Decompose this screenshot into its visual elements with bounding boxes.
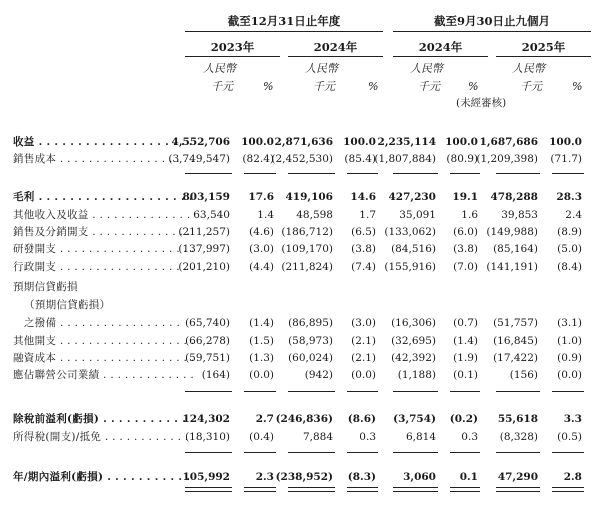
unit-thousand-2024-nine-months: 千元 [418, 80, 440, 93]
rule-above-profit-before-tax-2024-nine-months-amount [393, 391, 438, 392]
cell-2024-nine-months-pct: (7.0) [453, 261, 478, 273]
unit-thousand-2024-annual: 千元 [313, 80, 335, 93]
header-year-2025: 2025年 [521, 40, 566, 54]
rule-above-profit-before-tax-2024-nine-months-pct [450, 391, 480, 392]
cell-2025-pct: (1.0) [557, 335, 582, 347]
cell-2024-nine-months-amount: (16,306) [391, 317, 436, 329]
header-year-2024-nine-months: 2024年 [418, 40, 463, 54]
rule-above-profit-for-period-2025-amount [496, 452, 540, 453]
rule-above-profit-before-tax-2023-amount [185, 391, 232, 392]
cell-2024-nine-months-amount: (42,392) [391, 352, 436, 364]
cell-2025-amount: 1,687,686 [479, 136, 538, 148]
header-year-2023: 2023年 [210, 40, 255, 54]
header-year-2025-rule [496, 56, 591, 57]
rule-above-profit-before-tax-2025-pct [552, 391, 584, 392]
cell-2024-nine-months-amount: 2,235,114 [377, 136, 436, 148]
cell-2023-amount: 105,992 [182, 471, 230, 483]
cell-2025-amount: 39,853 [501, 209, 538, 221]
cell-2025-pct: (8.4) [557, 261, 582, 273]
cell-2025-amount: (8,328) [499, 431, 538, 443]
cell-2024-annual-amount: (109,170) [281, 243, 333, 255]
cell-2024-annual-amount: (58,973) [288, 335, 333, 347]
cell-2024-nine-months-amount: 427,230 [388, 191, 436, 203]
row-label: 預期信貸虧損 [13, 281, 78, 293]
table-row [0, 134, 603, 150]
cell-2024-annual-pct: (6.5) [351, 226, 376, 238]
header-year-2024-nine-months-rule [393, 56, 488, 57]
cell-2024-annual-pct: (2.1) [351, 335, 376, 347]
cell-2023-amount: (18,310) [185, 431, 230, 443]
cell-2023-amount: (201,210) [178, 261, 230, 273]
row-label: 應佔聯營公司業績 . . . [13, 367, 193, 383]
cell-2024-annual-amount: 419,106 [285, 191, 333, 203]
rule-above-profit-for-period-2023-pct [244, 452, 276, 453]
cell-2025-amount: (16,845) [493, 335, 538, 347]
cell-2023-amount: 4,552,706 [171, 136, 230, 148]
unit-pct-2024-nine-months: % [468, 80, 479, 93]
table-row [0, 151, 603, 167]
cell-2025-pct: 2.8 [563, 471, 582, 483]
cell-2023-pct: (0.4) [249, 431, 274, 443]
rule-above-gross-profit-2025-amount [496, 173, 540, 174]
cell-2023-pct: (1.5) [249, 335, 274, 347]
cell-2023-amount: (65,740) [185, 317, 230, 329]
cell-2025-amount: 47,290 [497, 471, 538, 483]
cell-2024-nine-months-amount: (155,916) [384, 261, 436, 273]
cell-2024-annual-amount: (246,836) [275, 413, 333, 425]
row-label: 銷售及分銷開支 . . . [13, 224, 193, 240]
rule-above-profit-before-tax-2024-annual-pct [347, 391, 378, 392]
table-row [0, 333, 603, 349]
double-rule-total-2025-pct [552, 487, 584, 492]
rule-above-profit-for-period-2023-amount [185, 452, 232, 453]
cell-2025-amount: (85,164) [493, 243, 538, 255]
cell-2024-nine-months-pct: 1.6 [461, 209, 478, 221]
cell-2024-annual-amount: 7,884 [302, 431, 333, 443]
unaudited-note: (未經審核) [456, 97, 507, 109]
table-row [0, 279, 603, 295]
cell-2024-annual-pct: 1.7 [359, 209, 376, 221]
cell-2023-pct: 100.0 [241, 136, 274, 148]
cell-2024-annual-pct: (3.0) [351, 317, 376, 329]
cell-2024-annual-pct: (8.6) [347, 413, 376, 425]
cell-2023-pct: (1.3) [249, 352, 274, 364]
row-label: 毛利 . . . [13, 189, 193, 205]
cell-2024-nine-months-pct: (80.9) [446, 153, 478, 165]
cell-2025-pct: (5.0) [557, 243, 582, 255]
row-label: 行政開支 . . . [13, 259, 193, 275]
cell-2023-amount: (164) [201, 369, 230, 381]
rule-above-profit-for-period-2024-nine-months-pct [450, 452, 480, 453]
cell-2025-amount: (149,988) [486, 226, 538, 238]
double-rule-total-2023-amount [185, 487, 232, 492]
cell-2023-pct: (3.0) [249, 243, 274, 255]
row-label: 其他收入及收益 . . . [13, 207, 193, 223]
row-label: 年/期內溢利(虧損) . . . [13, 469, 193, 485]
cell-2023-pct: (0.0) [249, 369, 274, 381]
cell-2024-annual-amount: (2,452,530) [271, 153, 333, 165]
cell-2023-amount: 124,302 [182, 413, 230, 425]
double-rule-total-2024-nine-months-amount [393, 487, 438, 492]
cell-2025-pct: 2.4 [565, 209, 582, 221]
cell-2025-pct: (0.9) [557, 352, 582, 364]
cell-2024-annual-pct: 14.6 [350, 191, 376, 203]
rule-above-profit-for-period-2024-annual-pct [347, 452, 378, 453]
table-row [0, 367, 603, 383]
cell-2025-amount: 478,288 [490, 191, 538, 203]
cell-2024-nine-months-amount: 3,060 [403, 471, 436, 483]
cell-2024-nine-months-amount: (133,062) [384, 226, 436, 238]
double-rule-total-2025-amount [496, 487, 540, 492]
cell-2024-annual-amount: (942) [304, 369, 333, 381]
cell-2025-pct: (0.0) [557, 369, 582, 381]
cell-2023-pct: (4.4) [249, 261, 274, 273]
rule-above-profit-before-tax-2025-amount [496, 391, 540, 392]
table-row [0, 350, 603, 366]
rule-above-gross-profit-2023-pct [244, 173, 276, 174]
rule-above-profit-for-period-2024-nine-months-amount [393, 452, 438, 453]
cell-2023-pct: 2.3 [255, 471, 274, 483]
rule-above-gross-profit-2024-nine-months-pct [450, 173, 480, 174]
unit-rmb-2024-nine-months: 人民幣 [410, 62, 443, 75]
unit-thousand-2023: 千元 [211, 80, 233, 93]
rule-above-gross-profit-2025-pct [552, 173, 584, 174]
unit-thousand-2025: 千元 [520, 80, 542, 93]
cell-2024-annual-amount: (186,712) [281, 226, 333, 238]
header-group-annual: 截至12月31日止年度 [227, 14, 341, 28]
row-label: 之撥備 . . . [24, 315, 181, 331]
rule-above-profit-before-tax-2023-pct [244, 391, 276, 392]
cell-2024-nine-months-pct: 0.3 [461, 431, 478, 443]
cell-2023-amount: (137,997) [178, 243, 230, 255]
cell-2025-pct: 28.3 [556, 191, 582, 203]
cell-2025-amount: (156) [509, 369, 538, 381]
cell-2025-amount: 55,618 [497, 413, 538, 425]
cell-2024-annual-pct: (8.3) [347, 471, 376, 483]
table-row [0, 259, 603, 275]
cell-2024-nine-months-pct: 100.0 [445, 136, 478, 148]
rule-above-profit-before-tax-2024-annual-amount [288, 391, 335, 392]
cell-2025-pct: 100.0 [549, 136, 582, 148]
cell-2024-annual-pct: (2.1) [351, 352, 376, 364]
cell-2024-annual-pct: (7.4) [351, 261, 376, 273]
row-label: 銷售成本 . . . [13, 151, 193, 167]
row-label: 研發開支 . . . [13, 241, 193, 257]
cell-2024-nine-months-pct: (0.1) [453, 369, 478, 381]
cell-2023-amount: (59,751) [185, 352, 230, 364]
row-label: 融資成本 . . . [13, 350, 193, 366]
double-rule-total-2024-nine-months-pct [450, 487, 480, 492]
unit-rmb-2024-annual: 人民幣 [305, 62, 338, 75]
table-row [0, 297, 603, 313]
cell-2023-amount: 803,159 [182, 191, 230, 203]
unit-rmb-2025: 人民幣 [512, 62, 545, 75]
unit-rmb-2023: 人民幣 [203, 62, 236, 75]
cell-2025-pct: (3.1) [557, 317, 582, 329]
cell-2024-nine-months-amount: (84,516) [391, 243, 436, 255]
cell-2024-nine-months-pct: 19.1 [452, 191, 478, 203]
cell-2024-nine-months-amount: 35,091 [399, 209, 436, 221]
cell-2025-amount: (1,209,398) [476, 153, 538, 165]
cell-2024-annual-pct: 100.0 [343, 136, 376, 148]
cell-2025-pct: (8.9) [557, 226, 582, 238]
cell-2024-nine-months-amount: (32,695) [391, 335, 436, 347]
cell-2024-nine-months-pct: (0.2) [449, 413, 478, 425]
cell-2024-nine-months-pct: (1.4) [453, 335, 478, 347]
unit-pct-2024-annual: % [368, 80, 379, 93]
cell-2024-nine-months-amount: (3,754) [393, 413, 436, 425]
table-row [0, 469, 603, 485]
cell-2024-nine-months-amount: (1,188) [397, 369, 436, 381]
cell-2024-annual-amount: 2,871,636 [274, 136, 333, 148]
double-rule-total-2024-annual-pct [347, 487, 378, 492]
row-label: 所得稅(開支)/抵免 . . . [13, 429, 193, 445]
cell-2025-amount: (51,757) [493, 317, 538, 329]
table-row [0, 224, 603, 240]
table-row [0, 315, 603, 331]
cell-2025-amount: (141,191) [486, 261, 538, 273]
cell-2023-pct: (4.6) [249, 226, 274, 238]
row-label: 收益 . . . [13, 134, 193, 150]
cell-2023-pct: (1.4) [249, 317, 274, 329]
header-year-2024-annual: 2024年 [313, 40, 358, 54]
table-row [0, 241, 603, 257]
rule-above-profit-for-period-2025-pct [552, 452, 584, 453]
rule-above-gross-profit-2024-annual-amount [288, 173, 335, 174]
table-row [0, 429, 603, 445]
cell-2024-annual-pct: (3.8) [351, 243, 376, 255]
double-rule-total-2023-pct [244, 487, 276, 492]
cell-2023-amount: 63,540 [193, 209, 230, 221]
cell-2023-pct: (82.4) [242, 153, 274, 165]
cell-2025-amount: (17,422) [493, 352, 538, 364]
cell-2025-pct: (0.5) [557, 431, 582, 443]
cell-2024-annual-pct: (85.4) [344, 153, 376, 165]
cell-2024-annual-amount: (211,824) [281, 261, 333, 273]
table-row [0, 189, 603, 205]
cell-2025-pct: (71.7) [550, 153, 582, 165]
rule-above-profit-for-period-2024-annual-amount [288, 452, 335, 453]
rule-above-gross-profit-2024-annual-pct [347, 173, 378, 174]
cell-2024-nine-months-pct: (3.8) [453, 243, 478, 255]
cell-2024-annual-amount: (86,895) [288, 317, 333, 329]
cell-2024-annual-pct: 0.3 [359, 431, 376, 443]
cell-2024-nine-months-pct: (1.9) [453, 352, 478, 364]
rule-above-gross-profit-2024-nine-months-amount [393, 173, 438, 174]
header-year-2023-rule [185, 56, 280, 57]
cell-2023-amount: (211,257) [178, 226, 230, 238]
row-label: （預期信貸虧損） [24, 299, 111, 311]
cell-2023-pct: 1.4 [257, 209, 274, 221]
table-row [0, 207, 603, 223]
cell-2023-pct: 17.6 [248, 191, 274, 203]
cell-2024-nine-months-pct: 0.1 [459, 471, 478, 483]
cell-2023-pct: 2.7 [255, 413, 274, 425]
cell-2024-annual-amount: (60,024) [288, 352, 333, 364]
cell-2025-pct: 3.3 [563, 413, 582, 425]
cell-2024-annual-amount: 48,598 [296, 209, 333, 221]
header-group-nine-months-rule [393, 31, 591, 32]
cell-2023-amount: (66,278) [185, 335, 230, 347]
header-group-annual-rule [185, 31, 383, 32]
double-rule-total-2024-annual-amount [288, 487, 335, 492]
table-row [0, 411, 603, 427]
row-label: 其他開支 . . . [13, 333, 193, 349]
cell-2024-nine-months-pct: (0.7) [453, 317, 478, 329]
cell-2023-amount: (3,749,547) [168, 153, 230, 165]
cell-2024-annual-pct: (0.0) [351, 369, 376, 381]
header-group-nine-months: 截至9月30日止九個月 [433, 14, 550, 28]
unit-pct-2025: % [572, 80, 583, 93]
unit-pct-2023: % [263, 80, 274, 93]
rule-above-gross-profit-2023-amount [185, 173, 232, 174]
cell-2024-nine-months-amount: 6,814 [405, 431, 436, 443]
row-label: 除稅前溢利(虧損) . . . [13, 411, 193, 427]
header-year-2024-annual-rule [288, 56, 383, 57]
cell-2024-nine-months-pct: (6.0) [453, 226, 478, 238]
cell-2024-nine-months-amount: (1,807,884) [374, 153, 436, 165]
cell-2024-annual-amount: (238,952) [275, 471, 333, 483]
